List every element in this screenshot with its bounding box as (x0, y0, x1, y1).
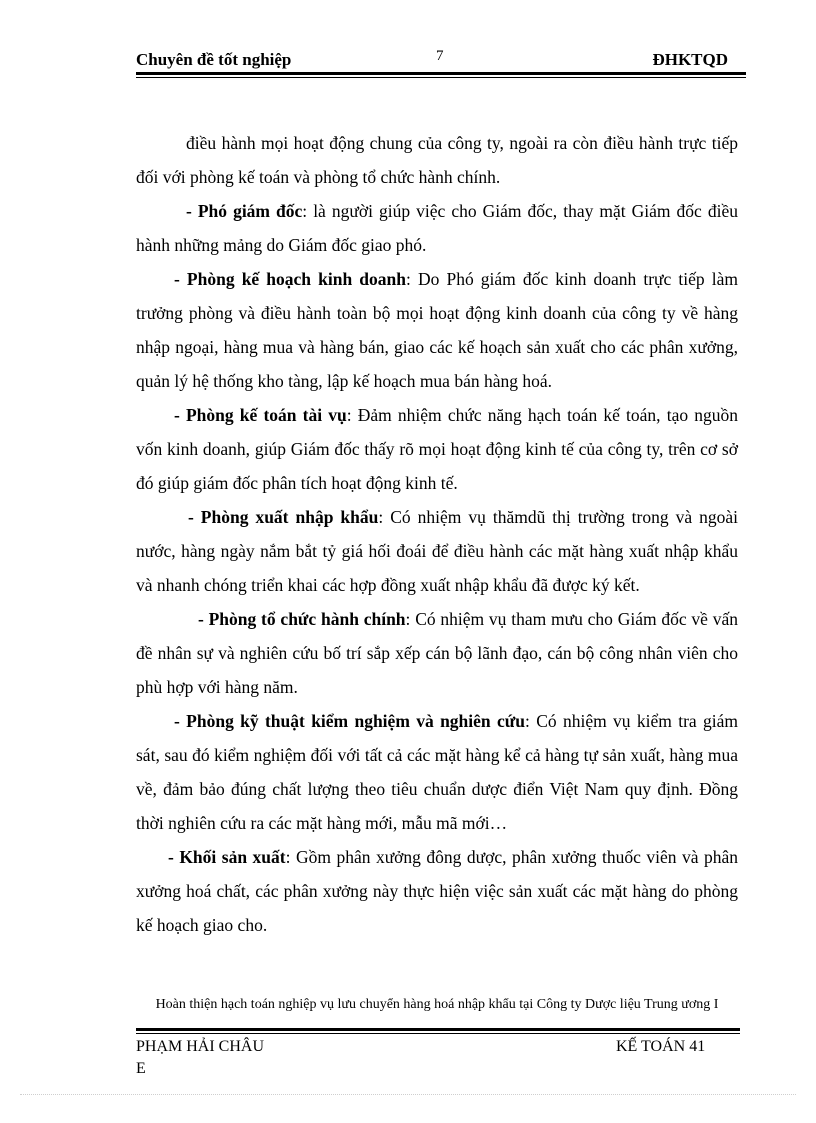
document-body (136, 126, 738, 942)
page-number: 7 (436, 48, 444, 64)
paragraph-lead: - Phó giám đốc (186, 201, 303, 221)
paragraph-production (136, 840, 738, 942)
paragraph-administration (136, 602, 738, 704)
paragraph-text: điều hành mọi hoạt động chung của công ty, ngoài ra còn điều hành trực tiếp đối với phòng kế toán và phòng tổ chức hành chính. (136, 133, 738, 187)
paragraph-text: : Có nhiệm vụ tham mưu cho Giám đốc về vấn đề nhân sự và nghiên cứu bố trí sắp xếp cán bộ lãnh đạo, cán bộ công nhân viên cho phù hợp với hàng năm. (136, 609, 738, 697)
page-bottom-border (20, 1094, 796, 1095)
paragraph-quality-control (136, 704, 738, 840)
footer-caption: Hoàn thiện hạch toán nghiệp vụ lưu chuyển hàng hoá nhập khẩu tại Công ty Dược liệu Trung ương I (155, 997, 719, 1012)
paragraph-business-planning (136, 262, 738, 398)
header-institution: ĐHKTQD (652, 50, 728, 69)
paragraph-text: : là người giúp việc cho Giám đốc, thay mặt Giám đốc điều hành những mảng do Giám đốc giao phó. (136, 201, 738, 255)
header-title: Chuyên đề tốt nghiệp (136, 50, 292, 69)
footer-rule (136, 1028, 740, 1031)
paragraph-vice-director (136, 194, 738, 262)
page-header (136, 48, 740, 74)
footer-class: KẾ TOÁN 41 (616, 1038, 706, 1055)
paragraph-lead: - Phòng xuất nhập khẩu (188, 507, 379, 527)
paragraph-lead: - Phòng kế hoạch kinh doanh (174, 269, 406, 289)
paragraph-accounting (136, 398, 738, 500)
footer-rule-thin (136, 1033, 740, 1034)
paragraph-lead: - Khối sản xuất (168, 847, 286, 867)
paragraph-text: : Do Phó giám đốc kinh doanh trực tiếp làm trưởng phòng và điều hành toàn bộ mọi hoạt động kinh doanh của công ty về hàng nhập ngoại, hàng mua và hàng bán, giao các kế hoạch sản xuất cho các phân xưởng, quản lý hệ thống kho tàng, lập kế hoạch mua bán hàng hoá. (136, 269, 738, 391)
paragraph-lead: - Phòng kế toán tài vụ (174, 405, 347, 425)
header-rule-thin (136, 77, 746, 78)
paragraph-text: : Gồm phân xưởng đông dược, phân xưởng thuốc viên và phân xưởng hoá chất, các phân xưởng này thực hiện việc sản xuất các mặt hàng do phòng kế hoạch giao cho. (136, 847, 738, 935)
paragraph-lead: - Phòng tổ chức hành chính (198, 609, 406, 629)
paragraph-text: : Có nhiệm vụ thămdũ thị trường trong và ngoài nước, hàng ngày nắm bắt tỷ giá hối đoái để điều hành các mặt hàng xuất nhập khẩu và nhanh chóng triển khai các hợp đồng xuất nhập khẩu đã được ký kết. (136, 507, 738, 595)
header-rule (136, 72, 746, 75)
paragraph-text: : Đảm nhiệm chức năng hạch toán kế toán, tạo nguồn vốn kinh doanh, giúp Giám đốc thấy rõ mọi hoạt động kinh tế của công ty, trên cơ sở đó giúp giám đốc phân tích hoạt động kinh tế. (136, 405, 738, 493)
paragraph-lead: - Phòng kỹ thuật kiểm nghiệm và nghiên cứu (174, 711, 525, 731)
paragraph-continuation (136, 126, 738, 194)
paragraph-text: : Có nhiệm vụ kiểm tra giám sát, sau đó kiểm nghiệm đối với tất cả các mặt hàng kể cả hàng tự sản xuất, hàng mua về, đảm bảo đúng chất lượng theo tiêu chuẩn dược điển Việt Nam quy định. Đồng thời nghiên cứu ra các mặt hàng mới, mẫu mã mới… (136, 711, 739, 833)
paragraph-import-export (136, 500, 738, 602)
footer-author: PHẠM HẢI CHÂU E (136, 1038, 265, 1077)
